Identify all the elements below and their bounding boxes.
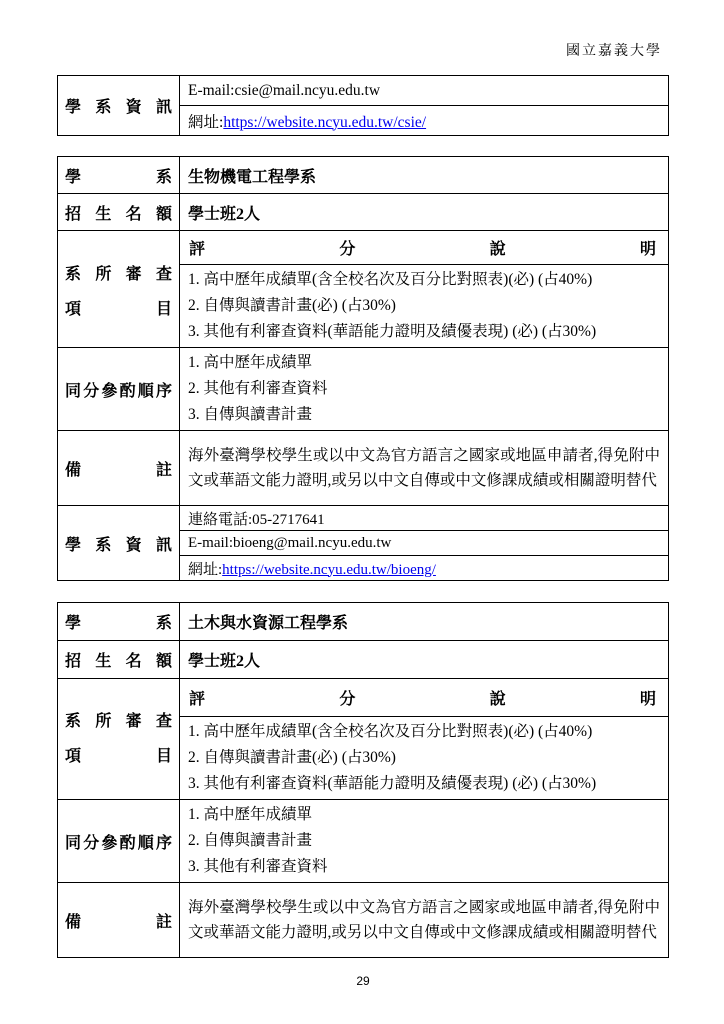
review-item: 3. 其他有利審查資料(華語能力證明及績優表現) (必) (占30%)	[188, 775, 597, 792]
civil-department-name: 土木與水資源工程學系	[180, 603, 669, 641]
civil-dept-table	[57, 602, 669, 958]
table-row	[58, 431, 669, 506]
civil-review-items	[180, 717, 669, 800]
review-item: 3. 其他有利審查資料(華語能力證明及績優表現) (必) (占30%)	[188, 323, 597, 340]
page-number: 29	[356, 974, 370, 988]
review-label-line2: 項 目	[65, 301, 172, 318]
bioeng-phone-cell: 連絡電話:05-2717641	[180, 506, 669, 531]
csie-dept-info-table	[57, 75, 669, 136]
tiebreak-item: 1. 高中歷年成績單	[188, 806, 313, 823]
tiebreak-label: 同分參酌順序	[58, 348, 180, 431]
score-description-header: 評 分 說 明	[180, 231, 669, 265]
table-row	[58, 800, 669, 883]
quota-label: 招 生 名 額	[58, 194, 180, 231]
bioeng-website-link[interactable]: https://website.ncyu.edu.tw/bioeng/	[222, 561, 436, 578]
bioeng-dept-table	[57, 156, 669, 581]
civil-remarks-text: 海外臺灣學校學生或以中文為官方語言之國家或地區申請者,得免附中文或華語文能力證明,或另以中文自傳或中文修課成績或相關證明替代	[180, 883, 669, 958]
table-row	[58, 641, 669, 679]
table-row	[58, 883, 669, 958]
review-items-label	[58, 231, 180, 348]
website-label: 網址:	[188, 561, 223, 578]
review-item: 2. 自傳與讀書計畫(必) (占30%)	[188, 297, 396, 314]
bioeng-department-name: 生物機電工程學系	[180, 157, 669, 194]
website-label: 網址:	[188, 113, 224, 131]
review-item: 1. 高中歷年成績單(含全校名次及百分比對照表)(必) (占40%)	[188, 723, 593, 740]
table-row	[58, 603, 669, 641]
csie-website-link[interactable]: https://website.ncyu.edu.tw/csie/	[223, 113, 427, 131]
table-row	[58, 506, 669, 531]
tiebreak-item: 2. 自傳與讀書計畫	[188, 832, 313, 849]
table-row	[58, 76, 669, 106]
review-label-line2: 項 目	[65, 748, 172, 765]
tiebreak-item: 3. 其他有利審查資料	[188, 858, 328, 875]
table-row	[58, 194, 669, 231]
bioeng-quota-value: 學士班2人	[180, 194, 669, 231]
review-label-line1: 系 所 審 查	[65, 266, 172, 283]
review-items-label	[58, 679, 180, 800]
bioeng-tiebreak-items	[180, 348, 669, 431]
department-label: 學 系	[58, 157, 180, 194]
department-label: 學 系	[58, 603, 180, 641]
review-item: 2. 自傳與讀書計畫(必) (占30%)	[188, 749, 396, 766]
bioeng-website-cell	[180, 556, 669, 581]
csie-website-cell	[180, 106, 669, 136]
page-content	[57, 75, 669, 988]
tiebreak-item: 3. 自傳與讀書計畫	[188, 406, 313, 423]
dept-info-label: 學 系 資 訊	[58, 76, 180, 136]
bioeng-remarks-text: 海外臺灣學校學生或以中文為官方語言之國家或地區申請者,得免附中文或華語文能力證明,或另以中文自傳或中文修課成績或相關證明替代	[180, 431, 669, 506]
review-label-line1: 系 所 審 查	[65, 713, 172, 730]
tiebreak-item: 1. 高中歷年成績單	[188, 354, 313, 371]
tiebreak-item: 2. 其他有利審查資料	[188, 380, 328, 397]
tiebreak-label: 同分參酌順序	[58, 800, 180, 883]
bioeng-email-cell: E-mail:bioeng@mail.ncyu.edu.tw	[180, 531, 669, 556]
table-row	[58, 157, 669, 194]
civil-quota-value: 學士班2人	[180, 641, 669, 679]
civil-tiebreak-items	[180, 800, 669, 883]
review-item: 1. 高中歷年成績單(含全校名次及百分比對照表)(必) (占40%)	[188, 271, 593, 288]
table-row	[58, 679, 669, 717]
table-row	[58, 348, 669, 431]
csie-email-cell: E-mail:csie@mail.ncyu.edu.tw	[180, 76, 669, 106]
table-row	[58, 231, 669, 265]
remarks-label: 備 註	[58, 883, 180, 958]
bioeng-review-items	[180, 265, 669, 348]
university-name: 國立嘉義大學	[566, 44, 662, 59]
dept-info-label: 學 系 資 訊	[58, 506, 180, 581]
score-description-header: 評 分 說 明	[180, 679, 669, 717]
quota-label: 招 生 名 額	[58, 641, 180, 679]
remarks-label: 備 註	[58, 431, 180, 506]
